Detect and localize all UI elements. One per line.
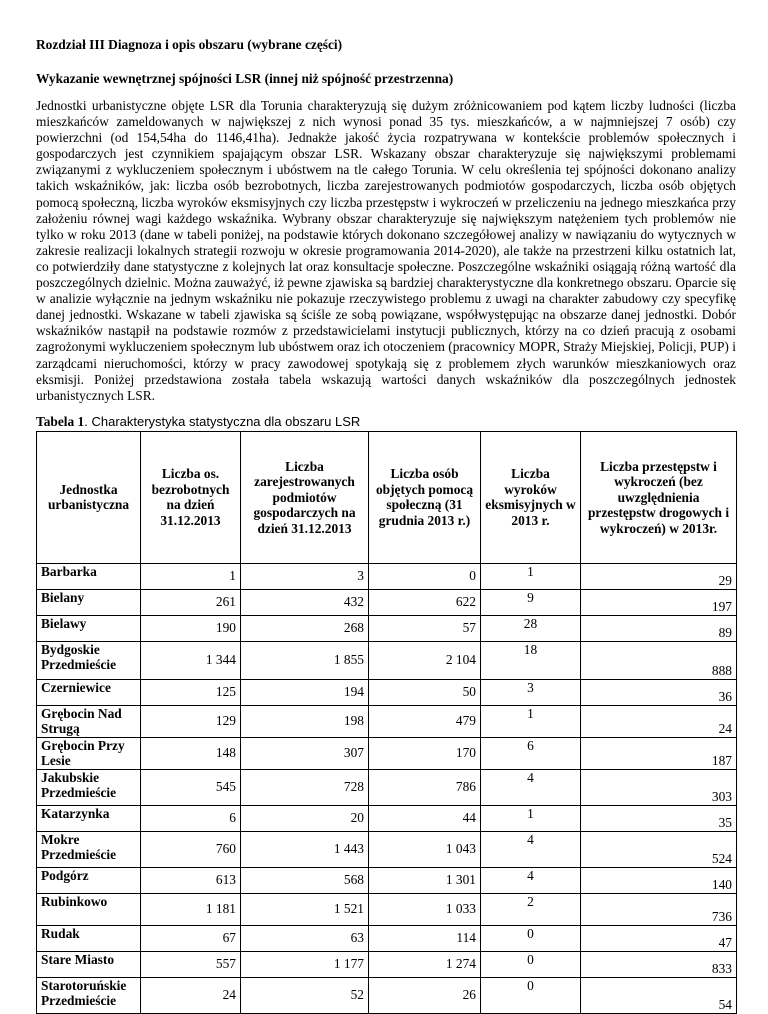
cell-unit: Jakubskie Przedmieście <box>37 769 141 805</box>
cell-unemployed: 6 <box>141 805 241 831</box>
cell-unemployed: 148 <box>141 737 241 769</box>
cell-crimes: 89 <box>581 615 737 641</box>
table-row <box>37 893 737 925</box>
cell-crimes: 54 <box>581 977 737 1013</box>
cell-unit: Barbarka <box>37 563 141 589</box>
cell-unemployed: 1 344 <box>141 641 241 679</box>
table-row <box>37 977 737 1013</box>
table-row <box>37 769 737 805</box>
cell-social-aid: 1 043 <box>369 831 481 867</box>
cell-unemployed: 613 <box>141 867 241 893</box>
cell-businesses: 63 <box>241 925 369 951</box>
cell-crimes: 888 <box>581 641 737 679</box>
cell-evictions: 0 <box>481 925 581 951</box>
cell-evictions: 18 <box>481 641 581 679</box>
header-unemployed: Liczba os. bezrobotnych na dzień 31.12.2013 <box>141 431 241 563</box>
cell-unemployed: 1 <box>141 563 241 589</box>
table-row <box>37 563 737 589</box>
cell-unit: Katarzynka <box>37 805 141 831</box>
table-row <box>37 951 737 977</box>
cell-evictions: 6 <box>481 737 581 769</box>
cell-crimes: 24 <box>581 705 737 737</box>
header-social-aid: Liczba osób objętych pomocą społeczną (31 grudnia 2013 r.) <box>369 431 481 563</box>
cell-social-aid: 57 <box>369 615 481 641</box>
header-unit: Jednostka urbanistyczna <box>37 431 141 563</box>
cell-social-aid: 1 033 <box>369 893 481 925</box>
cell-crimes: 29 <box>581 563 737 589</box>
cell-crimes: 187 <box>581 737 737 769</box>
cell-crimes: 36 <box>581 679 737 705</box>
cell-businesses: 1 177 <box>241 951 369 977</box>
cell-businesses: 52 <box>241 977 369 1013</box>
cell-businesses: 432 <box>241 589 369 615</box>
table-row <box>37 867 737 893</box>
table-caption-label: Tabela 1 <box>36 413 85 429</box>
cell-evictions: 3 <box>481 679 581 705</box>
cell-evictions: 2 <box>481 893 581 925</box>
header-businesses: Liczba zarejestrowanych podmiotów gospodarczych na dzień 31.12.2013 <box>241 431 369 563</box>
cell-unit: Grębocin Przy Lesie <box>37 737 141 769</box>
chapter-heading: Rozdział III Diagnoza i opis obszaru (wybrane części) <box>36 37 343 52</box>
cell-crimes: 197 <box>581 589 737 615</box>
cell-crimes: 47 <box>581 925 737 951</box>
document-page <box>36 36 736 1014</box>
cell-unit: Bielawy <box>37 615 141 641</box>
table-row <box>37 831 737 867</box>
cell-evictions: 0 <box>481 951 581 977</box>
cell-businesses: 198 <box>241 705 369 737</box>
cell-unit: Grębocin Nad Strugą <box>37 705 141 737</box>
section-heading: Wykazanie wewnętrznej spójności LSR (innej niż spójność przestrzenna) <box>36 71 454 86</box>
cell-evictions: 0 <box>481 977 581 1013</box>
cell-businesses: 1 855 <box>241 641 369 679</box>
cell-social-aid: 1 274 <box>369 951 481 977</box>
cell-evictions: 1 <box>481 563 581 589</box>
cell-evictions: 1 <box>481 705 581 737</box>
cell-social-aid: 1 301 <box>369 867 481 893</box>
header-crimes: Liczba przestępstw i wykroczeń (bez uwzględnienia przestępstw drogowych i wykroczeń) w 2013r. <box>581 431 737 563</box>
cell-businesses: 307 <box>241 737 369 769</box>
cell-evictions: 4 <box>481 831 581 867</box>
table-header-row <box>37 431 737 563</box>
cell-businesses: 1 521 <box>241 893 369 925</box>
cell-unit: Rubinkowo <box>37 893 141 925</box>
cell-social-aid: 622 <box>369 589 481 615</box>
cell-evictions: 28 <box>481 615 581 641</box>
cell-businesses: 194 <box>241 679 369 705</box>
cell-social-aid: 26 <box>369 977 481 1013</box>
cell-unit: Mokre Przedmieście <box>37 831 141 867</box>
statistics-table <box>36 431 737 1014</box>
cell-unit: Czerniewice <box>37 679 141 705</box>
cell-unemployed: 557 <box>141 951 241 977</box>
cell-social-aid: 50 <box>369 679 481 705</box>
cell-evictions: 4 <box>481 769 581 805</box>
cell-unemployed: 1 181 <box>141 893 241 925</box>
cell-evictions: 1 <box>481 805 581 831</box>
table-row <box>37 705 737 737</box>
table-row <box>37 925 737 951</box>
body-paragraph: Jednostki urbanistyczne objęte LSR dla Torunia charakteryzują się dużym zróżnicowaniem pod kątem liczby ludności (liczba mieszkańców zameldowanych w największej z nich wynosi ponad 35 tys. mieszkańców, a w najmniejszej 7 osób) czy powierzchni (od 154,54ha do 1146,41ha). Jednakże jakość życia rozpatrywana w kontekście problemów społecznych i gospodarczych jest czynnikiem spajającym obszar LSR. Wskazany obszar charakteryzuje się największymi problemami związanymi z wykluczeniem społecznym i ubóstwem na tle całego Torunia. W celu określenia tej spójności dokonano analizy takich wskaźników, jak: liczba osób bezrobotnych, liczba zarejestrowanych podmiotów gospodarczych, liczba osób objętych pomocą społeczną, liczba wyroków eksmisyjnych czy liczba przestępstw i wykroczeń w przeliczeniu na jednego mieszkańca przy założeniu równej wagi każdego wskaźnika. Wybrany obszar charakteryzuje się największym natężeniem tych problemów nie tylko w roku 2013 (dane w tabeli poniżej, na podstawie których dokonano szczegółowej analizy w nawiązaniu do wytycznych w zakresie realizacji lokalnych strategii rozwoju w okresie programowania 2014-2020), ale także na przestrzeni kilku ostatnich lat, co potwierdziły dane statystyczne z kolejnych lat oraz konsultacje społeczne. Poszczególne wskaźniki osiągają różną wartość dla poszczególnych dzielnic. Można zauważyć, iż pewne zjawiska są bardziej charakterystyczne dla konkretnego obszaru. Oparcie się w analizie wyłącznie na jednym wskaźniku nie pokazuje rzeczywistego problemu z uwagi na charakter zabudowy czy specyfikę danej jednostki. Wskazane w tabeli zjawiska są ściśle ze sobą powiązane, współwystępując na obszarze danej jednostki. Dobór wskaźników nastąpił na podstawie rozmów z przedstawicielami instytucji publicznych, którzy na co dzień pracują z osobami zagrożonymi wykluczeniem społecznym lub ubóstwem oraz ich otoczeniem (pracownicy MOPR, Straży Miejskiej, Policji, PUP) i zarządcami nieruchomości, którzy w pracy zawodowej spotykają się z problemem złych warunków mieszkaniowych oraz eksmisji. Poniżej przedstawiona została tabela wskazują wartości danych wskaźników dla poszczególnych jednostek urbanistycznych LSR. <box>36 98 736 403</box>
cell-unit: Bydgoskie Przedmieście <box>37 641 141 679</box>
cell-unit: Podgórz <box>37 867 141 893</box>
table-row <box>37 737 737 769</box>
table-caption <box>36 414 736 430</box>
table-caption-text: . Charakterystyka statystyczna dla obszaru LSR <box>84 413 361 429</box>
cell-unemployed: 545 <box>141 769 241 805</box>
cell-social-aid: 479 <box>369 705 481 737</box>
table-row <box>37 641 737 679</box>
cell-businesses: 568 <box>241 867 369 893</box>
cell-businesses: 1 443 <box>241 831 369 867</box>
header-evictions: Liczba wyroków eksmisyjnych w 2013 r. <box>481 431 581 563</box>
cell-unit: Rudak <box>37 925 141 951</box>
cell-businesses: 268 <box>241 615 369 641</box>
cell-evictions: 9 <box>481 589 581 615</box>
cell-evictions: 4 <box>481 867 581 893</box>
cell-crimes: 303 <box>581 769 737 805</box>
cell-unemployed: 24 <box>141 977 241 1013</box>
cell-unemployed: 261 <box>141 589 241 615</box>
cell-unit: Bielany <box>37 589 141 615</box>
cell-unemployed: 760 <box>141 831 241 867</box>
cell-social-aid: 786 <box>369 769 481 805</box>
cell-businesses: 3 <box>241 563 369 589</box>
cell-crimes: 35 <box>581 805 737 831</box>
cell-businesses: 728 <box>241 769 369 805</box>
cell-social-aid: 114 <box>369 925 481 951</box>
cell-social-aid: 170 <box>369 737 481 769</box>
cell-social-aid: 2 104 <box>369 641 481 679</box>
cell-unit: Stare Miasto <box>37 951 141 977</box>
cell-unemployed: 67 <box>141 925 241 951</box>
table-row <box>37 805 737 831</box>
cell-crimes: 524 <box>581 831 737 867</box>
cell-crimes: 833 <box>581 951 737 977</box>
cell-social-aid: 44 <box>369 805 481 831</box>
cell-social-aid: 0 <box>369 563 481 589</box>
table-row <box>37 679 737 705</box>
cell-unemployed: 129 <box>141 705 241 737</box>
table-row <box>37 589 737 615</box>
cell-crimes: 736 <box>581 893 737 925</box>
cell-businesses: 20 <box>241 805 369 831</box>
cell-unemployed: 125 <box>141 679 241 705</box>
cell-crimes: 140 <box>581 867 737 893</box>
cell-unit: Starotoruńskie Przedmieście <box>37 977 141 1013</box>
cell-unemployed: 190 <box>141 615 241 641</box>
table-row <box>37 615 737 641</box>
